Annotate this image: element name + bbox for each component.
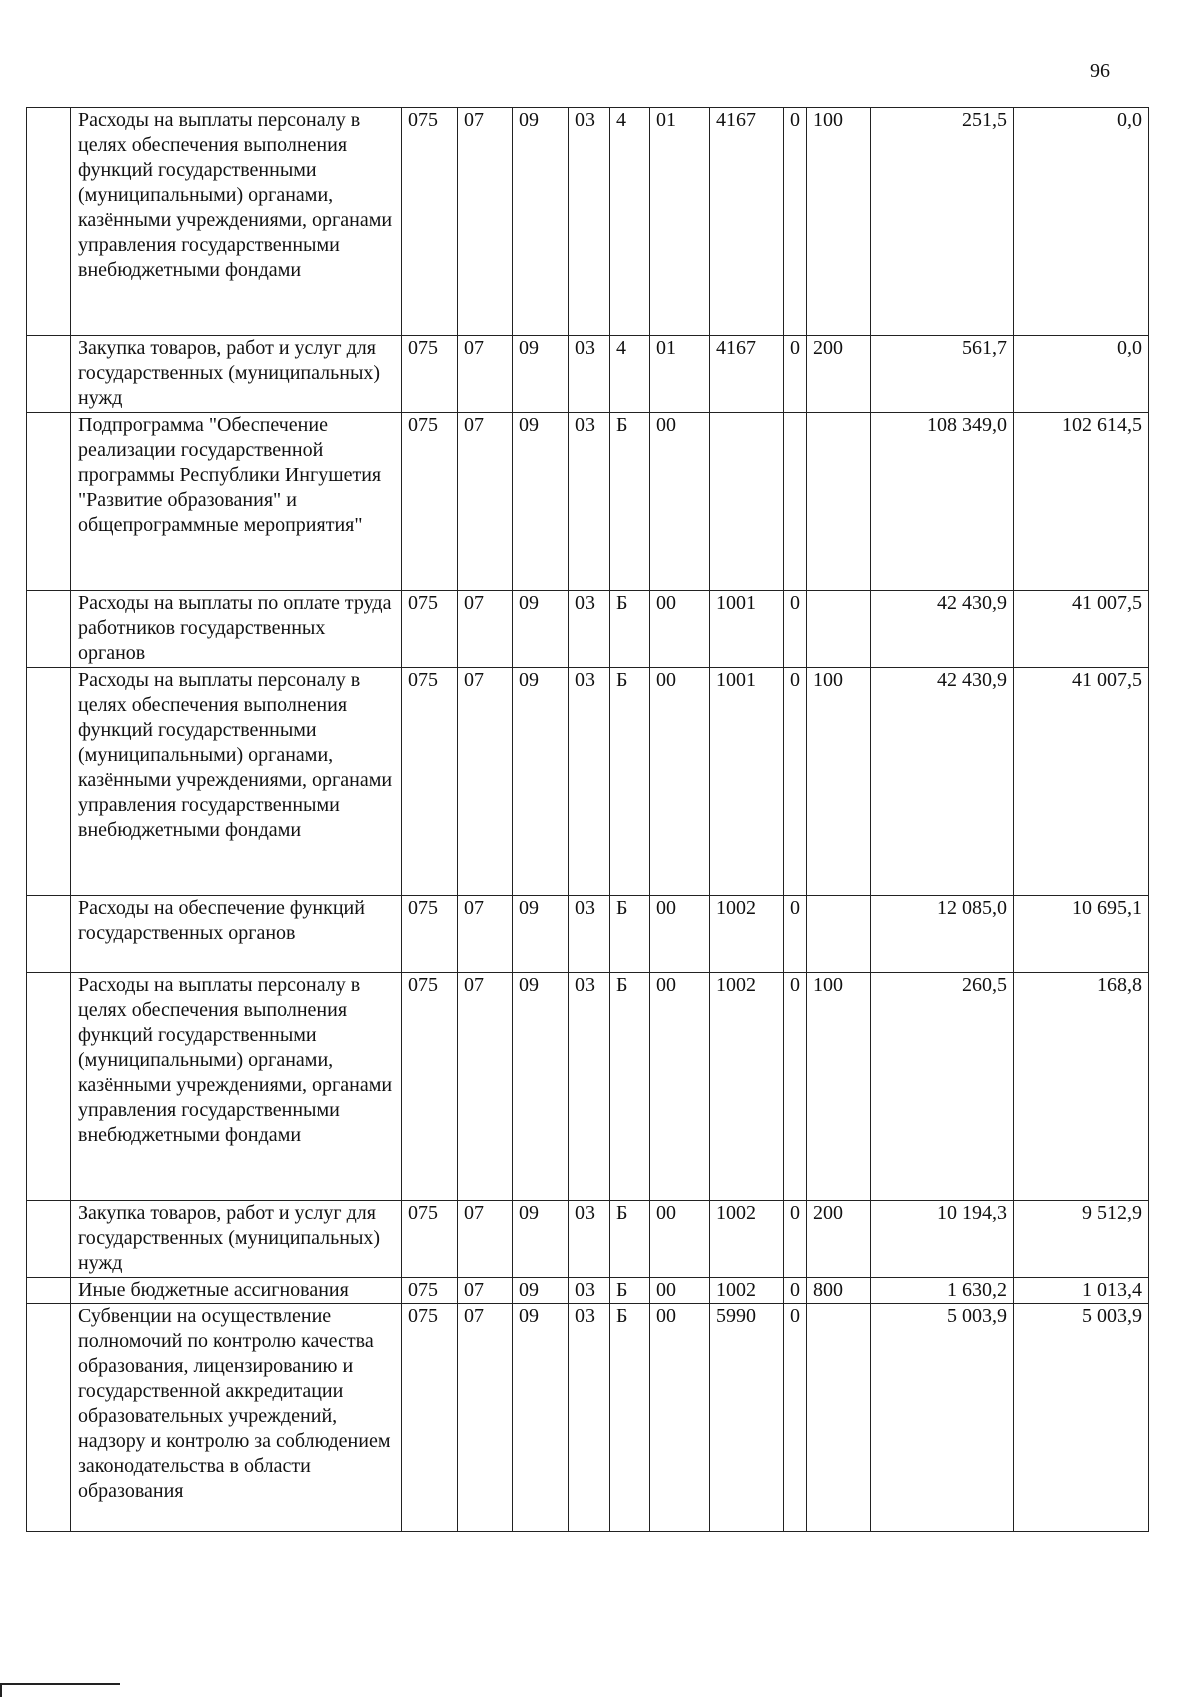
executed-amount: 0,0 — [1014, 336, 1149, 413]
direction-code: 1001 — [710, 591, 784, 668]
program-code: 03 — [569, 668, 610, 896]
planned-amount: 1 630,2 — [871, 1278, 1014, 1304]
subprogram-code: Б — [610, 1201, 650, 1278]
program-code: 03 — [569, 896, 610, 973]
row-description: Расходы на выплаты по оплате труда работников государственных органов — [71, 591, 402, 668]
direction-code: 1001 — [710, 668, 784, 896]
program-code: 03 — [569, 413, 610, 591]
table-row — [27, 973, 1149, 1201]
program-code: 03 — [569, 973, 610, 1201]
direction-sub-code: 0 — [784, 336, 807, 413]
table-row — [27, 336, 1149, 413]
program-code: 03 — [569, 591, 610, 668]
subsection-code: 09 — [513, 973, 569, 1201]
subprogram-code: Б — [610, 1304, 650, 1532]
event-code: 00 — [650, 591, 710, 668]
scan-edge-mark — [0, 1683, 120, 1685]
section-code: 07 — [458, 336, 513, 413]
subprogram-code: 4 — [610, 108, 650, 336]
subprogram-code: Б — [610, 591, 650, 668]
subsection-code: 09 — [513, 336, 569, 413]
row-description: Расходы на выплаты персоналу в целях обеспечения выполнения функций государственными (муниципальными) органами, казёнными учреждениями, органами управления государственными внебюджетными фондами — [71, 668, 402, 896]
event-code: 00 — [650, 973, 710, 1201]
row-description: Субвенции на осуществление полномочий по контролю качества образования, лицензированию и государственной аккредитации образовательных учреждений, надзору и контролю за соблюдением законодательства в области образования — [71, 1304, 402, 1532]
subprogram-code: Б — [610, 896, 650, 973]
expense-type-code: 200 — [807, 1201, 871, 1278]
subprogram-code: Б — [610, 973, 650, 1201]
direction-sub-code: 0 — [784, 896, 807, 973]
direction-sub-code: 0 — [784, 1201, 807, 1278]
row-description: Закупка товаров, работ и услуг для государственных (муниципальных) нужд — [71, 1201, 402, 1278]
subsection-code: 09 — [513, 1304, 569, 1532]
event-code: 00 — [650, 1278, 710, 1304]
executed-amount: 10 695,1 — [1014, 896, 1149, 973]
ministry-code: 075 — [402, 108, 458, 336]
direction-code: 4167 — [710, 108, 784, 336]
section-code: 07 — [458, 591, 513, 668]
expense-type-code: 200 — [807, 336, 871, 413]
budget-table — [26, 107, 1149, 1532]
row-description: Закупка товаров, работ и услуг для государственных (муниципальных) нужд — [71, 336, 402, 413]
subsection-code: 09 — [513, 413, 569, 591]
expense-type-code: 100 — [807, 973, 871, 1201]
ministry-code: 075 — [402, 896, 458, 973]
direction-sub-code: 0 — [784, 1304, 807, 1532]
program-code: 03 — [569, 1278, 610, 1304]
executed-amount: 5 003,9 — [1014, 1304, 1149, 1532]
subprogram-code: Б — [610, 1278, 650, 1304]
ministry-code: 075 — [402, 1304, 458, 1532]
subsection-code: 09 — [513, 591, 569, 668]
expense-type-code — [807, 896, 871, 973]
direction-sub-code: 0 — [784, 591, 807, 668]
section-code: 07 — [458, 1278, 513, 1304]
direction-code: 1002 — [710, 1278, 784, 1304]
executed-amount: 1 013,4 — [1014, 1278, 1149, 1304]
subsection-code: 09 — [513, 896, 569, 973]
section-code: 07 — [458, 1201, 513, 1278]
row-index-cell — [27, 1201, 71, 1278]
ministry-code: 075 — [402, 591, 458, 668]
table-row — [27, 1201, 1149, 1278]
section-code: 07 — [458, 668, 513, 896]
row-index-cell — [27, 896, 71, 973]
direction-sub-code: 0 — [784, 973, 807, 1201]
ministry-code: 075 — [402, 336, 458, 413]
expense-type-code — [807, 413, 871, 591]
row-index-cell — [27, 1278, 71, 1304]
table-row — [27, 108, 1149, 336]
executed-amount: 41 007,5 — [1014, 668, 1149, 896]
table-row — [27, 1278, 1149, 1304]
subsection-code: 09 — [513, 1278, 569, 1304]
table-row — [27, 591, 1149, 668]
direction-code: 5990 — [710, 1304, 784, 1532]
event-code: 01 — [650, 336, 710, 413]
direction-code: 1002 — [710, 1201, 784, 1278]
event-code: 01 — [650, 108, 710, 336]
section-code: 07 — [458, 413, 513, 591]
row-index-cell — [27, 1304, 71, 1532]
executed-amount: 9 512,9 — [1014, 1201, 1149, 1278]
row-description: Иные бюджетные ассигнования — [71, 1278, 402, 1304]
row-index-cell — [27, 668, 71, 896]
planned-amount: 42 430,9 — [871, 591, 1014, 668]
executed-amount: 168,8 — [1014, 973, 1149, 1201]
row-index-cell — [27, 336, 71, 413]
subprogram-code: 4 — [610, 336, 650, 413]
expense-type-code — [807, 591, 871, 668]
direction-code: 4167 — [710, 336, 784, 413]
expense-type-code: 800 — [807, 1278, 871, 1304]
expense-type-code — [807, 1304, 871, 1532]
direction-sub-code: 0 — [784, 668, 807, 896]
direction-code: 1002 — [710, 896, 784, 973]
ministry-code: 075 — [402, 1201, 458, 1278]
row-index-cell — [27, 973, 71, 1201]
subsection-code: 09 — [513, 108, 569, 336]
event-code: 00 — [650, 1201, 710, 1278]
ministry-code: 075 — [402, 413, 458, 591]
row-description: Расходы на выплаты персоналу в целях обеспечения выполнения функций государственными (муниципальными) органами, казёнными учреждениями, органами управления государственными внебюджетными фондами — [71, 108, 402, 336]
program-code: 03 — [569, 1201, 610, 1278]
subprogram-code: Б — [610, 668, 650, 896]
direction-code: 1002 — [710, 973, 784, 1201]
event-code: 00 — [650, 896, 710, 973]
row-index-cell — [27, 413, 71, 591]
table-row — [27, 413, 1149, 591]
executed-amount: 102 614,5 — [1014, 413, 1149, 591]
program-code: 03 — [569, 108, 610, 336]
planned-amount: 251,5 — [871, 108, 1014, 336]
executed-amount: 41 007,5 — [1014, 591, 1149, 668]
ministry-code: 075 — [402, 668, 458, 896]
program-code: 03 — [569, 1304, 610, 1532]
page-number: 96 — [1090, 60, 1110, 82]
subprogram-code: Б — [610, 413, 650, 591]
row-description: Расходы на обеспечение функций государственных органов — [71, 896, 402, 973]
expense-type-code: 100 — [807, 668, 871, 896]
executed-amount: 0,0 — [1014, 108, 1149, 336]
planned-amount: 108 349,0 — [871, 413, 1014, 591]
subsection-code: 09 — [513, 1201, 569, 1278]
event-code: 00 — [650, 413, 710, 591]
direction-code — [710, 413, 784, 591]
section-code: 07 — [458, 896, 513, 973]
row-index-cell — [27, 591, 71, 668]
section-code: 07 — [458, 973, 513, 1201]
program-code: 03 — [569, 336, 610, 413]
row-description: Подпрограмма "Обеспечение реализации государственной программы Республики Ингушетия "Развитие образования" и общепрограммные мероприятия" — [71, 413, 402, 591]
planned-amount: 10 194,3 — [871, 1201, 1014, 1278]
table-row — [27, 668, 1149, 896]
section-code: 07 — [458, 1304, 513, 1532]
scan-edge-mark-vertical — [0, 1683, 2, 1697]
planned-amount: 12 085,0 — [871, 896, 1014, 973]
table-row — [27, 1304, 1149, 1532]
planned-amount: 42 430,9 — [871, 668, 1014, 896]
row-index-cell — [27, 108, 71, 336]
planned-amount: 561,7 — [871, 336, 1014, 413]
ministry-code: 075 — [402, 973, 458, 1201]
row-description: Расходы на выплаты персоналу в целях обеспечения выполнения функций государственными (муниципальными) органами, казёнными учреждениями, органами управления государственными внебюджетными фондами — [71, 973, 402, 1201]
ministry-code: 075 — [402, 1278, 458, 1304]
direction-sub-code: 0 — [784, 108, 807, 336]
table-row — [27, 896, 1149, 973]
section-code: 07 — [458, 108, 513, 336]
event-code: 00 — [650, 1304, 710, 1532]
planned-amount: 260,5 — [871, 973, 1014, 1201]
event-code: 00 — [650, 668, 710, 896]
direction-sub-code — [784, 413, 807, 591]
direction-sub-code: 0 — [784, 1278, 807, 1304]
expense-type-code: 100 — [807, 108, 871, 336]
subsection-code: 09 — [513, 668, 569, 896]
planned-amount: 5 003,9 — [871, 1304, 1014, 1532]
